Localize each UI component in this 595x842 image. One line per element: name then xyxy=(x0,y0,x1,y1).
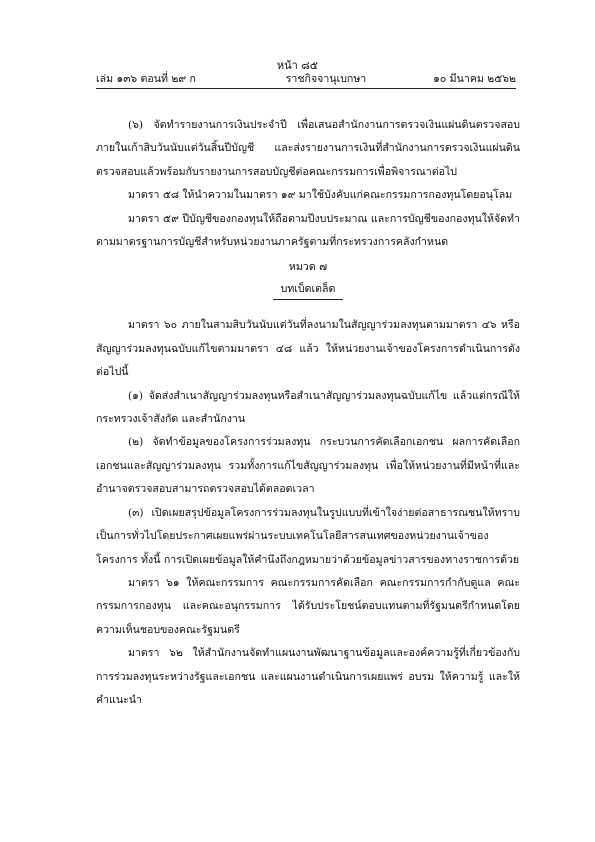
paragraph-item-1: (๑) จัดส่งสำเนาสัญญาร่วมลงทุนหรือสำเนาสัญญาร่วมลงทุนฉบับแก้ไข แล้วแต่กรณีให้กระทรวงเจ้าสังกัด และสำนักงาน xyxy=(96,389,520,426)
paragraph-section-62: มาตรา ๖๒ ให้สำนักงานจัดทำแผนงานพัฒนาฐานข้อมูลและองค์ความรู้ที่เกี่ยวข้องกับการร่วมลงทุนระหว่างรัฐและเอกชน และแผนงานดำเนินการเผยแพร่ อบรม ให้ความรู้ และให้คำแนะนำ xyxy=(96,647,520,706)
chapter-underline xyxy=(273,299,343,300)
paragraph-item-3: (๓) เปิดเผยสรุปข้อมูลโครงการร่วมลงทุนในรูปแบบที่เข้าใจง่ายต่อสาธารณชนให้ทราบเป็นการทั่วไปโดยประกาศเผยแพร่ผ่านระบบเทคโนโลยีสารสนเทศของหน่วยงานเจ้าของโครงการ ทั้งนี้ การเปิดเผยข้อมูลให้คำนึงถึงกฎหมายว่าด้วยข้อมูลข่าวสารของทางราชการด้วย xyxy=(96,506,520,566)
document-body xyxy=(96,114,520,712)
paragraph-section-61: มาตรา ๖๑ ให้คณะกรรมการ คณะกรรมการคัดเลือก คณะกรรมการกำกับดูแล คณะกรรมการกองทุน และคณะอนุกรรมการ ได้รับประโยชน์ตอบแทนตามที่รัฐมนตรีกำหนดโดยความเห็นชอบของคณะรัฐมนตรี xyxy=(96,576,520,636)
chapter-number: หมวด ๗ xyxy=(288,261,328,274)
gazette-title: ราชกิจจานุเบกษา xyxy=(285,73,367,85)
publication-date: ๑๐ มีนาคม ๒๕๖๒ xyxy=(433,73,516,85)
header-rule xyxy=(96,88,516,89)
chapter-title: บทเบ็ดเตล็ด xyxy=(280,283,336,296)
paragraph-section-60: มาตรา ๖๐ ภายในสามสิบวันนับแต่วันที่ลงนามในสัญญาร่วมลงทุนตามมาตรา ๔๖ หรือสัญญาร่วมลงทุนฉบับแก้ไขตามมาตรา ๔๘ แล้ว ให้หน่วยงานเจ้าของโครงการดำเนินการดังต่อไปนี้ xyxy=(96,319,520,379)
paragraph-section-59: มาตรา ๕๙ ปีบัญชีของกองทุนให้ถือตามปีงบประมาณ และการบัญชีของกองทุนให้จัดทำตามมาตรฐานการบัญชีสำหรับหน่วยงานภาครัฐตามที่กระทรวงการคลังกำหนด xyxy=(96,212,520,249)
paragraph-item-2: (๒) จัดทำข้อมูลของโครงการร่วมลงทุน กระบวนการคัดเลือกเอกชน ผลการคัดเลือกเอกชนและสัญญาร่วมลงทุน รวมทั้งการแก้ไขสัญญาร่วมลงทุน เพื่อให้หน่วยงานที่มีหน้าที่และอำนาจตรวจสอบสามารถตรวจสอบได้ตลอดเวลา xyxy=(96,436,520,496)
page-number: หน้า ๘๕ xyxy=(276,59,319,72)
volume-issue: เล่ม ๑๓๖ ตอนที่ ๒๙ ก xyxy=(96,73,196,85)
gazette-header xyxy=(96,70,516,88)
paragraph-item-6: (๖) จัดทำรายงานการเงินประจำปี เพื่อเสนอสำนักงานการตรวจเงินแผ่นดินตรวจสอบภายในเก้าสิบวันนับแต่วันสิ้นปีบัญชี และส่งรายงานการเงินที่สำนักงานการตรวจเงินแผ่นดินตรวจสอบแล้วพร้อมกับรายงานการสอบบัญชีต่อคณะกรรมการเพื่อพิจารณาต่อไป xyxy=(96,119,520,178)
paragraph-section-58: มาตรา ๕๘ ให้นำความในมาตรา ๑๙ มาใช้บังคับแก่คณะกรรมการกองทุนโดยอนุโลม xyxy=(128,189,513,202)
